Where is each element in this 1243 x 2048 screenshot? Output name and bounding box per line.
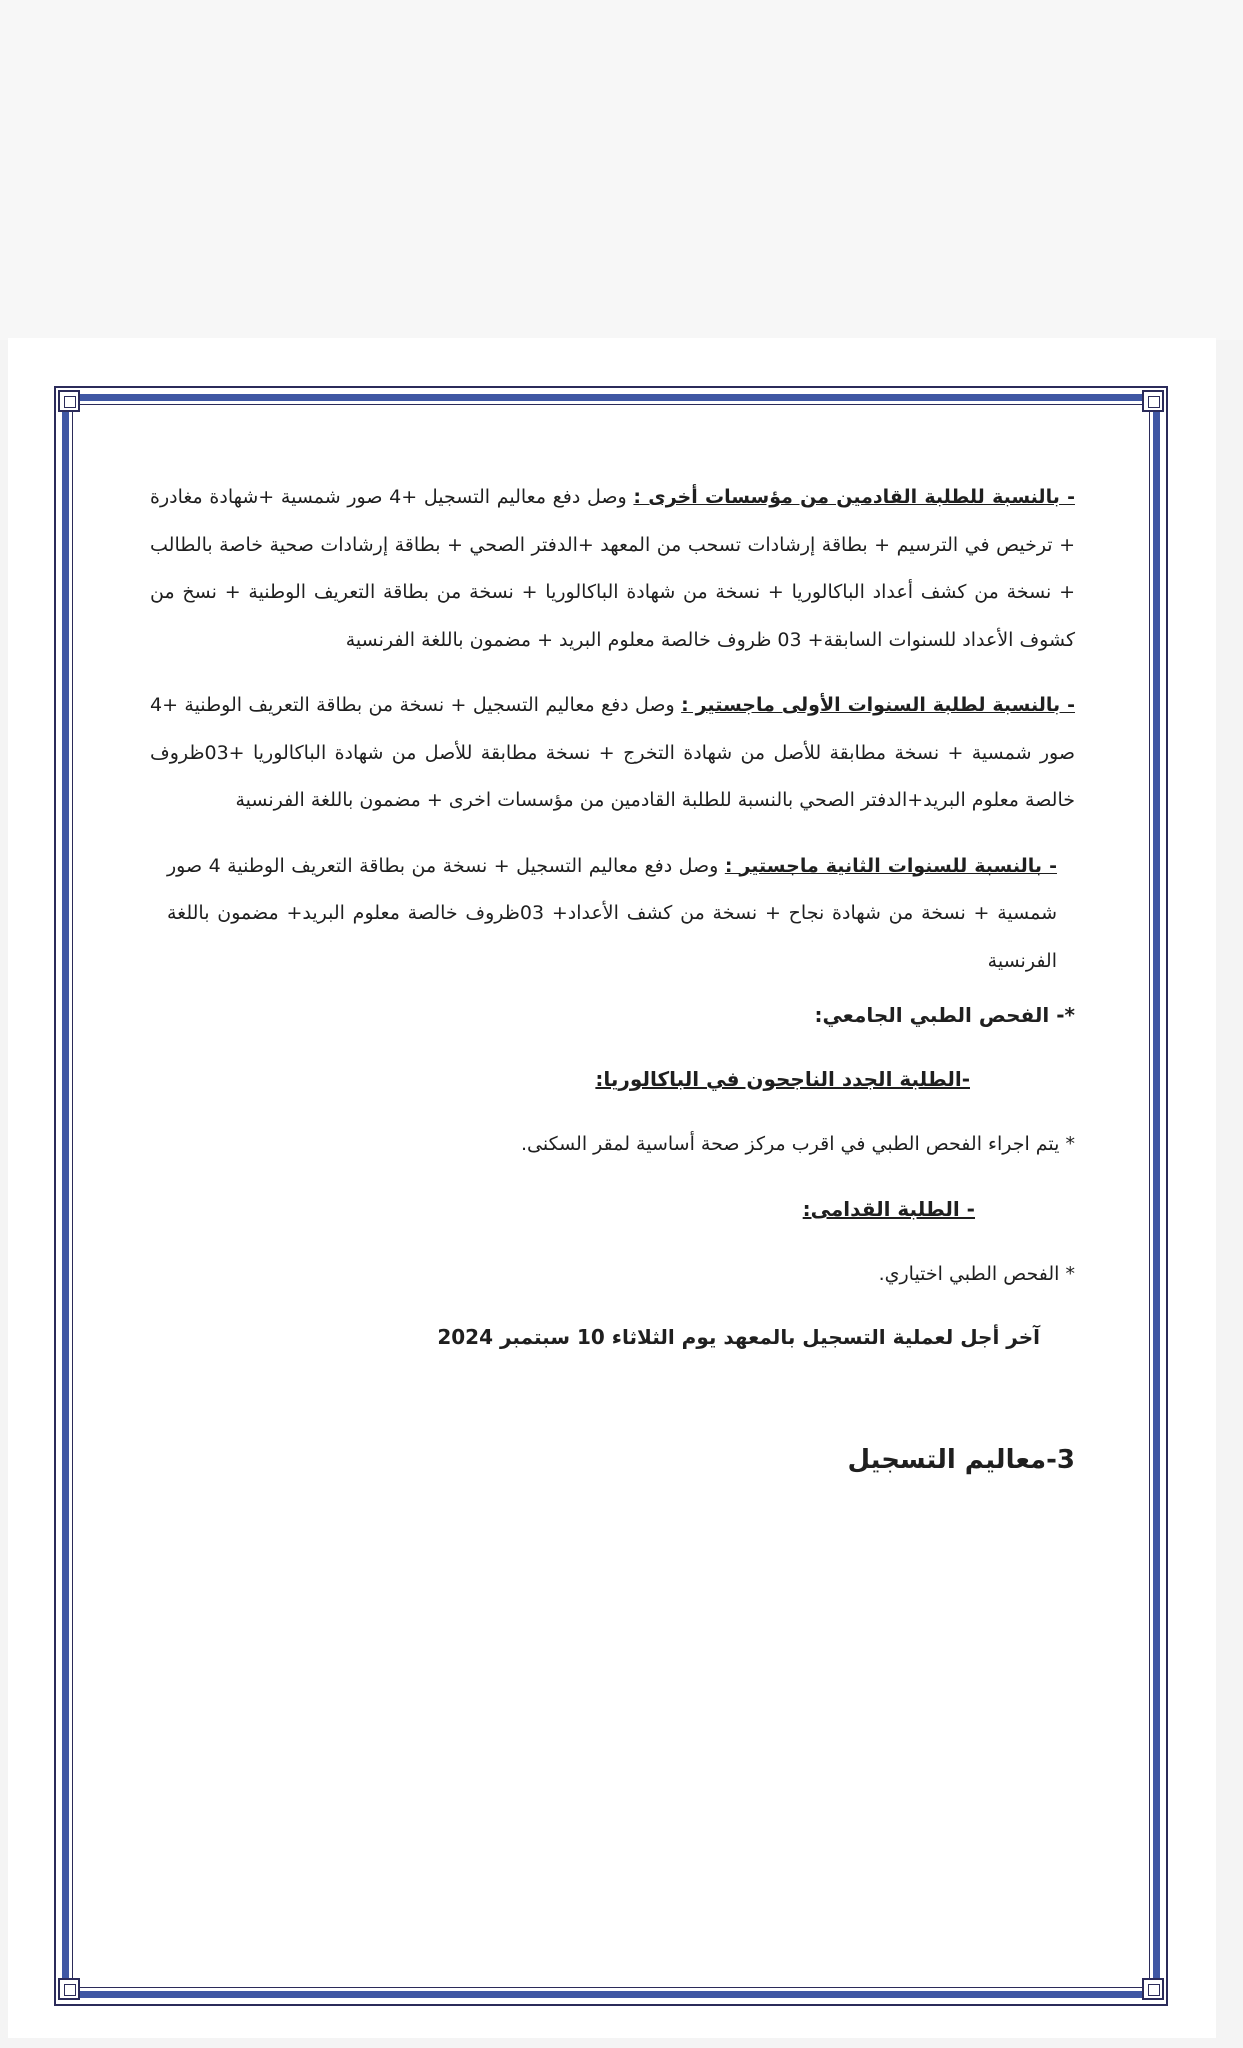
medical-exam-heading: *- الفحص الطبي الجامعي:	[814, 1003, 1075, 1027]
border-corner-bottom-right	[1142, 1978, 1164, 2000]
section-title-registration-fees: 3-معاليم التسجيل	[847, 1445, 1075, 1475]
paragraph-body: وصل دفع معاليم التسجيل +4 صور شمسية +شهادة مغادرة + ترخيص في الترسيم + بطاقة إرشادات تسحب من المعهد +الدفتر الصحي + بطاقة إرشادات صحية خاصة بالطالب + نسخة من كشف أعداد الباكالوريا + نسخة من شهادة الباكالوريا + نسخة من بطاقة التعريف الوطنية + نسخ من كشوف الأعداد للسنوات السابقة+ 03 ظروف خالصة معلوم البريد + مضمون باللغة الفرنسية	[150, 486, 1075, 651]
paragraph-lead: - بالنسبة للطلبة القادمين من مؤسسات أخرى :	[633, 486, 1075, 508]
document-content	[150, 474, 1075, 1475]
old-students-text: * الفحص الطبي اختياري.	[878, 1263, 1075, 1285]
paragraph-body: وصل دفع معاليم التسجيل + نسخة من بطاقة التعريف الوطنية 4 صور شمسية + نسخة من شهادة نجاح + نسخة من كشف الأعداد+ 03ظروف خالصة معلوم البريد+ مضمون باللغة الفرنسية	[167, 854, 1057, 972]
paragraph-master-second-year	[167, 843, 1057, 986]
old-students-heading: - الطلبة القدامى:	[802, 1197, 975, 1221]
paragraph-lead: - بالنسبة لطلبة السنوات الأولى ماجستير :	[681, 694, 1075, 716]
blank-top-margin	[0, 0, 1243, 340]
paragraph-body: وصل دفع معاليم التسجيل + نسخة من بطاقة التعريف الوطنية +4 صور شمسية + نسخة مطابقة للأصل من شهادة التخرج + نسخة مطابقة للأصل من شهادة الباكالوريا +03ظروف خالصة معلوم البريد+الدفتر الصحي بالنسبة للطلبة القادمين من مؤسسات اخرى + مضمون باللغة الفرنسية	[150, 694, 1075, 811]
paragraph-transfer-students	[150, 474, 1075, 664]
border-corner-bottom-left	[58, 1978, 80, 2000]
new-students-text: * يتم اجراء الفحص الطبي في اقرب مركز صحة أساسية لمقر السكنى.	[520, 1133, 1075, 1155]
border-corner-top-right	[1142, 390, 1164, 412]
border-corner-top-left	[58, 390, 80, 412]
new-students-heading: -الطلبة الجدد الناجحون في الباكالوريا:	[595, 1067, 970, 1091]
paragraph-master-first-year	[150, 682, 1075, 825]
registration-deadline: آخر أجل لعملية التسجيل بالمعهد يوم الثلاثاء 10 سبتمبر 2024	[437, 1325, 1040, 1349]
paragraph-lead: - بالنسبة للسنوات الثانية ماجستير :	[724, 854, 1057, 877]
